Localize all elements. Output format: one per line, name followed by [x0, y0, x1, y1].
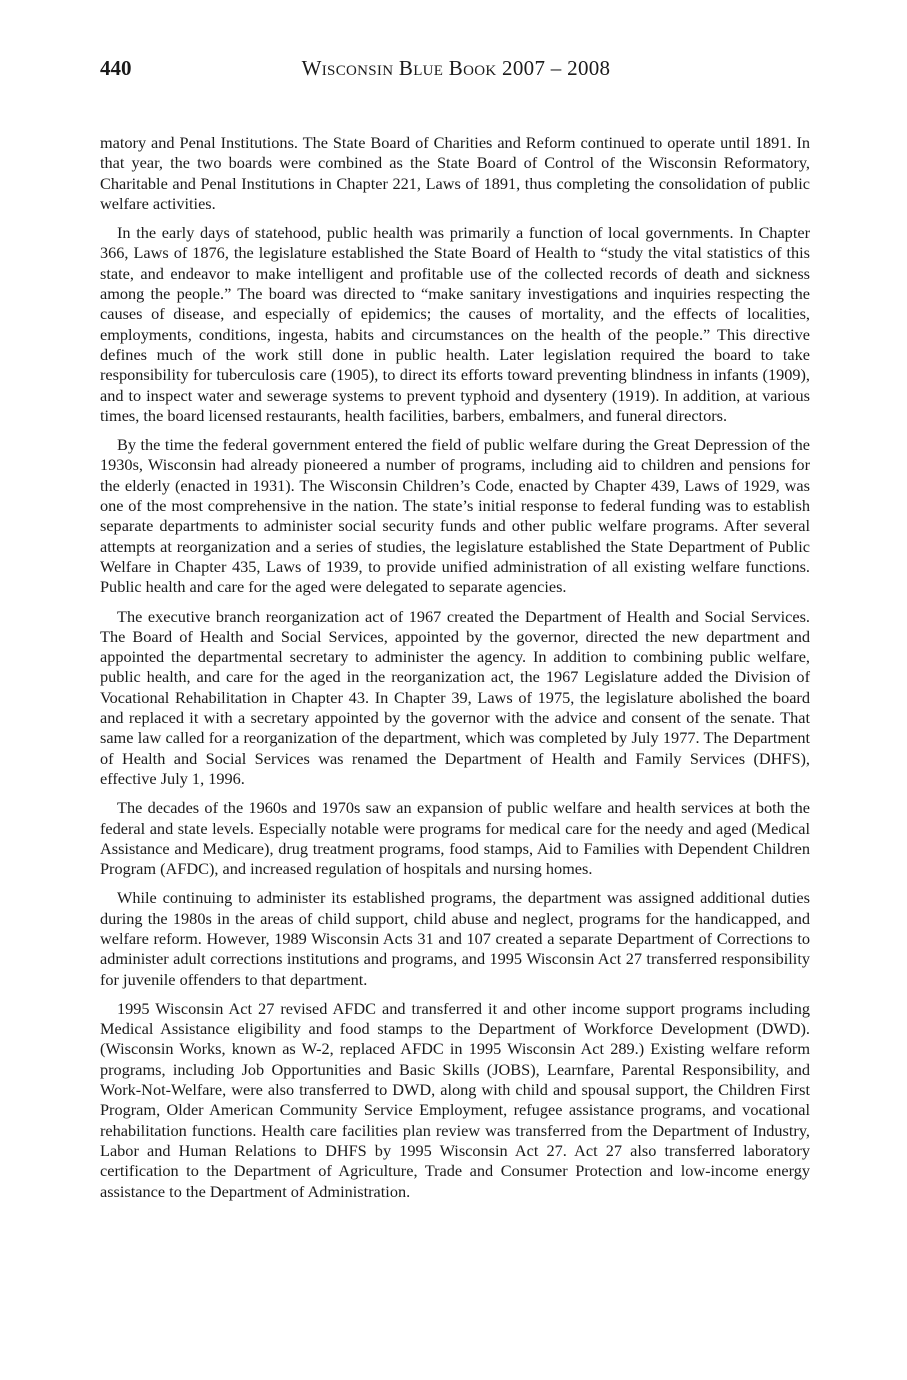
- paragraph-great-depression: By the time the federal government entered the field of public welfare during the Great Depression of the 1930s, Wisconsin had already pioneered a number of programs, including aid to children and pensions for the elderly (enacted in 1931). The Wisconsin Children’s Code, enacted by Chapter 439, Laws of 1929, was one of the most comprehensive in the nation. The state’s initial response to federal funding was to establish separate departments to administer social security funds and other public welfare programs. After several attempts at reorganization and a series of studies, the legislature established the State Department of Public Welfare in Chapter 435, Laws of 1939, to provide unified administration of all existing welfare functions. Public health and care for the aged were delegated to separate agencies.: [100, 435, 810, 597]
- body-text: [100, 133, 810, 1211]
- paragraph-act-27: 1995 Wisconsin Act 27 revised AFDC and transferred it and other income support programs including Medical Assistance eligibility and food stamps to the Department of Workforce Development (DWD). (Wisconsin Works, known as W-2, replaced AFDC in 1995 Wisconsin Act 289.) Existing welfare reform programs, including Job Opportunities and Basic Skills (JOBS), Learnfare, Parental Responsibility, and Work-Not-Welfare, were also transferred to DWD, along with child and spousal support, the Children First Program, Older American Community Service Employment, refugee assistance programs, and vocational rehabilitation functions. Health care facilities plan review was transferred from the Department of Industry, Labor and Human Relations to DHFS by 1995 Wisconsin Act 27. Act 27 also transferred laboratory certification to the Department of Agriculture, Trade and Consumer Protection and low-income energy assistance to the Department of Administration.: [100, 998, 810, 1201]
- paragraph-reorganization-1967: The executive branch reorganization act of 1967 created the Department of Health and Social Services. The Board of Health and Social Services, appointed by the governor, directed the new department and appointed the departmental secretary to administer the agency. In addition to combining public welfare, public health, and care for the aged in the reorganization act, the 1967 Legislature added the Division of Vocational Rehabilitation in Chapter 43. In Chapter 39, Laws of 1975, the legislature abolished the board and replaced it with a secretary appointed by the governor with the advice and consent of the senate. That same law called for a reorganization of the department, which was completed by July 1977. The Department of Health and Social Services was renamed the Department of Health and Family Services (DHFS), effective July 1, 1996.: [100, 606, 810, 788]
- paragraph-1980s-duties: While continuing to administer its established programs, the department was assigned additional duties during the 1980s in the areas of child support, child abuse and neglect, programs for the handicapped, and welfare reform. However, 1989 Wisconsin Acts 31 and 107 created a separate Department of Corrections to administer adult corrections institutions and programs, and 1995 Wisconsin Act 27 transferred responsibility for juvenile offenders to that department.: [100, 888, 810, 989]
- page-number: 440: [100, 56, 132, 80]
- paragraph-continuation: matory and Penal Institutions. The State Board of Charities and Reform continued to operate until 1891. In that year, the two boards were combined as the State Board of Control of the Wisconsin Reformatory, Charitable and Penal Institutions in Chapter 221, Laws of 1891, thus completing the consolidation of public welfare activities.: [100, 133, 810, 213]
- page-header: [100, 52, 812, 84]
- paragraph-1960s-1970s: The decades of the 1960s and 1970s saw an expansion of public welfare and health services at both the federal and state levels. Especially notable were programs for medical care for the needy and aged (Medical Assistance and Medicare), drug treatment programs, food stamps, Aid to Families with Dependent Children Program (AFDC), and increased regulation of hospitals and nursing homes.: [100, 798, 810, 879]
- running-title: Wisconsin Blue Book 2007 – 2008: [301, 56, 611, 80]
- paragraph-public-health: In the early days of statehood, public health was primarily a function of local governments. In Chapter 366, Laws of 1876, the legislature established the State Board of Health to “study the vital statistics of this state, and endeavor to make intelligent and profitable use of the collected records of death and sickness among the people.” The board was directed to “make sanitary investigations and inquiries respecting the causes of disease, and especially of epidemics; the causes of mortality, and the effects of localities, employments, conditions, ingesta, habits and circumstances on the health of the people.” This directive defines much of the work still done in public health. Later legislation required the board to take responsibility for tuberculosis care (1905), to direct its efforts toward preventing blindness in infants (1909), and to inspect water and sewerage systems to prevent typhoid and dysentery (1919). In addition, at various times, the board licensed restaurants, health facilities, barbers, embalmers, and funeral directors.: [100, 223, 810, 425]
